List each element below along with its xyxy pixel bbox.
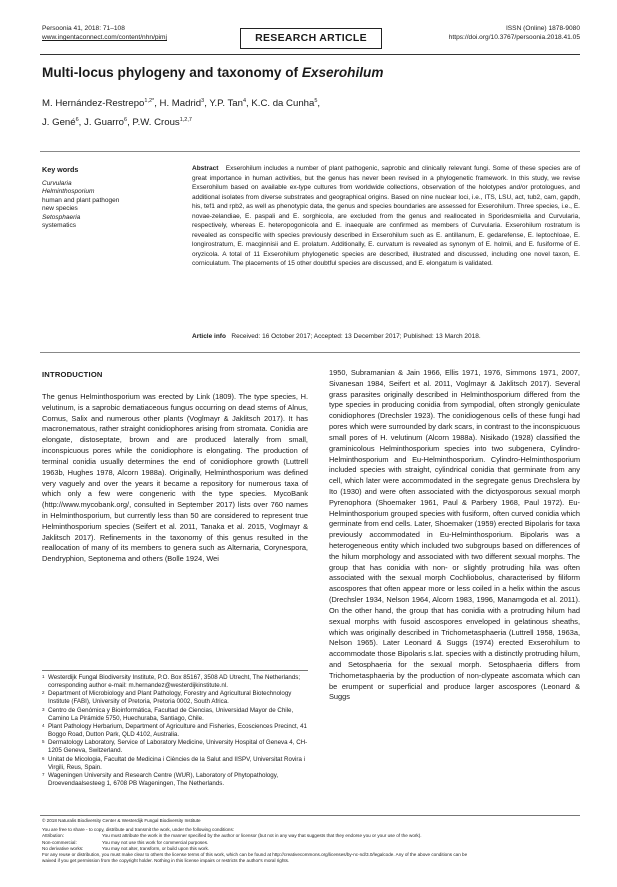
footnote: 6 Unitat de Micologia, Facultat de Medicina i Ciències de la Salut and IISPV, Universitat Rovira i Virgili, Reus, Spain. [42, 755, 306, 771]
header-divider [40, 54, 580, 55]
license-block [42, 818, 582, 864]
keyword-item: systematics [42, 222, 76, 230]
keywords-heading: Key words [42, 165, 79, 174]
keyword-item: new species [42, 205, 78, 213]
journal-citation [42, 24, 167, 42]
paper-title [42, 65, 383, 80]
footnote: 5 Dermatology Laboratory, Service of Laboratory Medicine, University Hospital of Geneva 4, CH-1205 Geneva, Switzerland. [42, 739, 308, 755]
affiliation-footnotes [42, 674, 308, 788]
paper-title-genus: Exserohilum [301, 65, 384, 80]
author: Y.P. Tan$^4$, [209, 98, 252, 109]
section-label: RESEARCH ARTICLE [240, 28, 382, 49]
author-list [42, 93, 572, 131]
body-column-right: 1950, Subramanian & Jain 1966, Ellis 1971, 1976, Simmons 1971, 2007, Sivanesan 1984, Seifert et al. 2011, Voglmayr & Jaklitsch 2017). Several grass parasites originally described in Helminthosporium differed from the type species in producing conidia from sympodial, often strongly geniculate conidiophores (Drechsler 1923). The conidiogenous cells of these fungi had pores which were surrounded by dark scars, in contrast to the inconspicuous small pores of H. velutinum (Alcorn 1988a). Nisikado (1928) classified the graminicolous Helminthosporium species into two subgenera, Cylindro-Helminthosporium and Eu-Helminthosporium. Cylindro-Helminthosporium included species with straight, cylindrical conidia that germinate from any cell, which later were accommodated in the segregate genus Drechslera by Ito (1930) and were often associated with the dictyosporous sexual morph Pyrenophora (Shoemaker 1961, Paul & Parbery 1968, Paul 1972). Eu-Helminthosporium grouped species with fusiform, often curved conidia which germinate from end cells. Later, Shoemaker (1959) erected Bipolaris for taxa previously accommodated in Eu-Helminthosporium. Bipolaris was a heterogeneous entity which included two subgroups based on differences of the hilum morphology and associated with two different sexual morphs. The group that has conidia with non- or slightly protruding hila was often associated with the sexual morph Cochliobolus, characterised by filiform ascospores that often appear more or less coiled in a helix within the ascus (Drechsler 1934, Nelson 1964, Alcorn 1983, 1996, Manamgoda et al. 2011). On the other hand, the group that has conidia with a protruding hilum had sexual morphs with fusoid ascospores enveloped in gelatinous sheaths, which was originally described in Trichometasphaeria (Luttrell 1958, 1963a, Nelson 1965). Later Leonard & Suggs (1974) erected Exserohilum to accommodate those Bipolaris s.lat. species with a distinctly protruding hilum, and Setosphaeria for the sexual morph. Setosphaeria differs from Trichometasphaeria by the production of non-clypeate ascomata which can be erumpent or superficial and produce larger ascospores (Leonard & Suggs [329, 368, 580, 702]
license-intro: You are free to share - to copy, distribute and transmit the work, under the following conditions: [42, 827, 235, 833]
title-divider [40, 151, 580, 152]
license-condition: No derivative works: You may not alter, transform, or build upon this work. [42, 845, 210, 851]
copyright-line: © 2018 Naturalis Biodiversity Center & Westerdijk Fungal Biodiversity Institute [42, 818, 201, 823]
footnote: 2 Department of Microbiology and Plant Pathology, Forestry and Agricultural Biotechnology Institute (FABI), University of Pretoria, Pretoria 0002, South Africa. [42, 690, 292, 706]
author: K.C. da Cunha$^5$, [251, 98, 321, 109]
keyword-item: human and plant pathogen [42, 196, 120, 204]
license-divider [40, 815, 580, 816]
keyword-item: Curvularia [42, 180, 72, 187]
abstract [192, 164, 580, 269]
author: J. Guarro$^6$, [84, 117, 133, 128]
license-condition: Non-commercial: You may not use this work for commercial purposes. [42, 839, 209, 845]
license-reuse-waiver: waived if you get permission from the copyright holder. Nothing in this license impairs or restricts the author's moral rights. [42, 858, 290, 864]
abstract-text: Exserohilum includes a number of plant pathogenic, saprobic and clinically relevant fungi. Some of these species are of great importance in human activities, but the genus has never been revised in a phylogenetic framework. In this study, we revise Exserohilum based on available ex-type cultures from worldwide collections, observation of the holotypes and/or protologues, and additional isolates from diverse substrates and geographical origins. Based on nine nuclear loci, i.e., ITS, LSU, act, tub2, cam, gapdh, his, tef1 and rpb2, as well as phenotypic data, the genus and species boundaries are assessed for Exserohilum. Three species, i.e., E. novae-zelandiae, E. paspali and E. sorghicola, are excluded from the genus and reallocated in Sporidesmiella and Curvularia, respectively, whereas E. heteropogonicola and E. inaequale are confirmed as members of Curvularia. Exserohilum rostratum is revealed as conspecific with species previously described in Exserohilum such as E. antillanum, E. gedarefense, E. leptochloae, E. longirostratum, E. macginnisii and E. prolatum. Additionally, E. curvatum is revealed as synonym of E. holmii, and E. fusiforme of E. oryzicola. A total of 11 Exserohilum phylogenetic species are described, illustrated and discussed, including one novel taxon, E. corniculatum. The placements of 15 other doubtful species are discussed, and E. elongatum is validated. [192, 165, 581, 268]
doi-link[interactable]: https://doi.org/10.3767/persoonia.2018.41.05 [448, 34, 580, 41]
author: H. Madrid$^3$, [159, 98, 210, 109]
author: J. Gené$^6$, [42, 117, 85, 128]
journal-line: Persoonia 41, 2018: 71–108 [42, 25, 125, 32]
license-condition: Attribution: You must attribute the work in the manner specified by the author or licensor (but not in any way that suggests that they endorse you or your use of the work). [42, 833, 422, 839]
keyword-item: Setosphaeria [42, 213, 81, 221]
footnote: 4 Plant Pathology Herbarium, Department of Agriculture and Fisheries, Ecosciences Precinct, 41 Boggo Road, Dutton Park, QLD 4102, Australia. [42, 722, 307, 739]
article-info [192, 333, 580, 340]
body-column-left: The genus Helminthosporium was erected by Link (1809). The type species, H. velutinum, is a saprobic dematiaceous fungus occurring on dead stems of Alnus, Cornus, Salix and numerous other plants (Voglmayr & Jaklitsch 2017). It has macronematous, rather straight conidiophores arising from stromata. Conidia are elongate, distoseptate, brown and are produced laterally from small, inconspicuous pores while the conidiophore is elongating. The production of terminal conidia usually determines the end of conidiophore growth (Luttrell 1963b, Hughes 1978, Alcorn 1988a). Originally, Helminthosporium was defined very vaguely and over the years it became a repository for numerous taxa of which only a few were congeneric with the type species. MycoBank (http://www.mycobank.org/, consulted in September 2017) lists over 760 names in Helminthosporium, but currently less than 50 are considered to represent true Helminthosporium species (Seifert et al. 2011, Tanaka et al. 2015, Voglmayr & Jaklitsch 2017). Refinements in the taxonomy of this genus resulted in the reallocation of many of its members to genera such as Alternaria, Corynespora, Dendryphion, Septonema and others (Bolle 1924, Wei [42, 392, 308, 564]
keywords-list [42, 180, 172, 230]
author: P.W. Crous$^{1,2,7}$ [132, 117, 192, 128]
abstract-divider [40, 352, 580, 353]
keyword-item: Helminthosporium [42, 188, 95, 196]
identifiers [398, 24, 580, 42]
footnote: 3 Centro de Genómica y Bioinformática, Facultad de Ciencias, Universidad Mayor de Chile, Camino La Pirámide 5750, Huechuraba, Santiago, Chile. [42, 706, 294, 722]
footnote: 7 Wageningen University and Research Centre (WUR), Laboratory of Phytopathology, Droevendaalsesteeg 1, 6708 PB Wageningen, The Netherlands. [42, 771, 279, 788]
footnote: 1 Westerdijk Fungal Biodiversity Institute, P.O. Box 85167, 3508 AD Utrecht, The Netherlands; corresponding author e-mail: m.hernandez@westerdijkinstitute.nl. [42, 674, 301, 690]
section-heading-introduction: INTRODUCTION [42, 370, 103, 379]
footnote-divider [42, 670, 308, 671]
article-info-label: Article info [192, 333, 226, 340]
license-reuse: For any reuse or distribution, you must make clear to others the license terms of this work, which can be found at http://creativecommons.org/licenses/by-nc-nd/3.0/legalcode. Any of the above conditions can be [42, 852, 468, 858]
article-info-dates: Received: 16 October 2017; Accepted: 13 December 2017; Published: 13 March 2018. [231, 333, 481, 340]
paper-title-main: Multi-locus phylogeny and taxonomy of [42, 65, 302, 80]
author: M. Hernández-Restrepo$^{1,2*}$, [42, 98, 160, 109]
journal-url-link[interactable]: www.ingentaconnect.com/content/nhn/pimj [42, 34, 167, 41]
abstract-label: Abstract [192, 165, 219, 172]
issn: ISSN (Online) 1878-9080 [505, 25, 580, 32]
